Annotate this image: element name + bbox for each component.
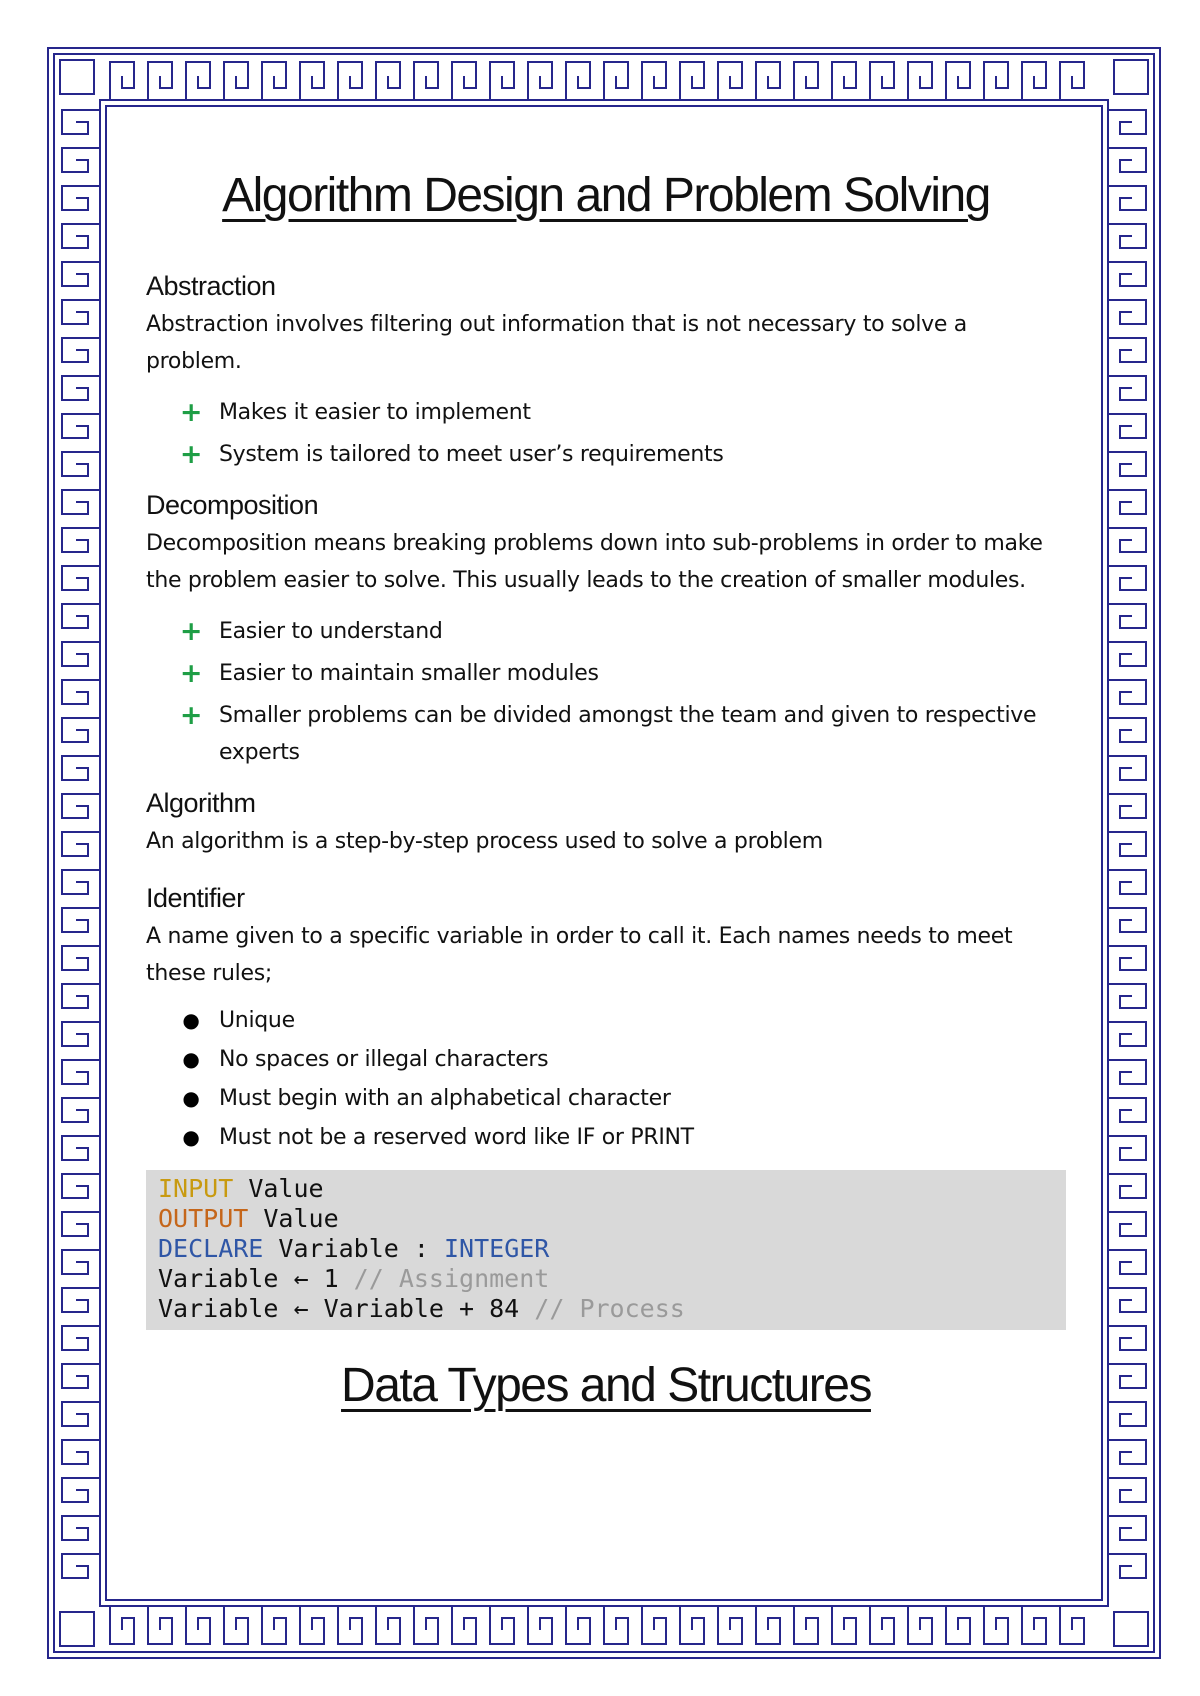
list-item: + Easier to maintain smaller modules bbox=[146, 655, 1066, 692]
list-item: ● Must not be a reserved word like IF or PRINT bbox=[146, 1119, 1066, 1156]
list-item: + Makes it easier to implement bbox=[146, 394, 1066, 431]
code-comment: // Assignment bbox=[353, 1264, 550, 1293]
list-item: ● Unique bbox=[146, 1002, 1066, 1039]
page-title: Algorithm Design and Problem Solving bbox=[222, 169, 990, 222]
bullet-icon: ● bbox=[182, 1125, 200, 1149]
plus-icon: + bbox=[179, 397, 203, 428]
bullet-icon: ● bbox=[182, 1086, 200, 1110]
list-item: ● No spaces or illegal characters bbox=[146, 1041, 1066, 1078]
list-item: + System is tailored to meet user’s requirements bbox=[146, 436, 1066, 473]
section-heading: Decomposition bbox=[146, 490, 319, 520]
plus-icon: + bbox=[179, 658, 203, 689]
rules-list bbox=[146, 1002, 1066, 1156]
code-keyword: DECLARE bbox=[158, 1234, 264, 1263]
section-body: Decomposition means breaking problems down into sub-problems in order to make the problem easier to solve. This usually leads to the creation of smaller modules. bbox=[146, 531, 1043, 593]
code-line: INPUT Value bbox=[158, 1174, 324, 1203]
bullet-icon: ● bbox=[182, 1047, 200, 1071]
code-keyword: OUTPUT bbox=[158, 1204, 249, 1233]
page-content bbox=[146, 168, 1066, 1413]
code-line: OUTPUT Value bbox=[158, 1204, 339, 1233]
plus-icon: + bbox=[179, 616, 203, 647]
code-keyword: INPUT bbox=[158, 1174, 234, 1203]
section-identifier bbox=[146, 878, 1066, 1156]
next-section-title: Data Types and Structures bbox=[341, 1359, 871, 1412]
code-comment: // Process bbox=[534, 1294, 685, 1323]
code-line: Variable ← Variable + 84 // Process bbox=[158, 1294, 685, 1323]
list-item: ● Must begin with an alphabetical character bbox=[146, 1080, 1066, 1117]
section-heading: Algorithm bbox=[146, 788, 256, 818]
section-body: A name given to a specific variable in order to call it. Each names needs to meet these rules; bbox=[146, 924, 1013, 986]
pseudocode-block bbox=[146, 1170, 1066, 1330]
section-body: Abstraction involves filtering out information that is not necessary to solve a problem. bbox=[146, 312, 967, 374]
pros-list bbox=[146, 394, 1066, 473]
code-type: INTEGER bbox=[443, 1234, 550, 1263]
list-item: + Smaller problems can be divided amongst the team and given to respective experts bbox=[146, 697, 1066, 771]
section-heading: Abstraction bbox=[146, 271, 276, 301]
section-decomposition bbox=[146, 485, 1066, 771]
section-algorithm bbox=[146, 783, 1066, 860]
section-abstraction bbox=[146, 266, 1066, 473]
section-heading: Identifier bbox=[146, 883, 245, 913]
code-line: DECLARE Variable : INTEGER bbox=[158, 1234, 550, 1263]
list-item: + Easier to understand bbox=[146, 613, 1066, 650]
bullet-icon: ● bbox=[182, 1008, 200, 1032]
plus-icon: + bbox=[179, 439, 203, 470]
section-body: An algorithm is a step-by-step process used to solve a problem bbox=[146, 829, 823, 854]
pros-list bbox=[146, 613, 1066, 771]
plus-icon: + bbox=[179, 700, 203, 731]
code-line: Variable ← 1 // Assignment bbox=[158, 1264, 550, 1293]
